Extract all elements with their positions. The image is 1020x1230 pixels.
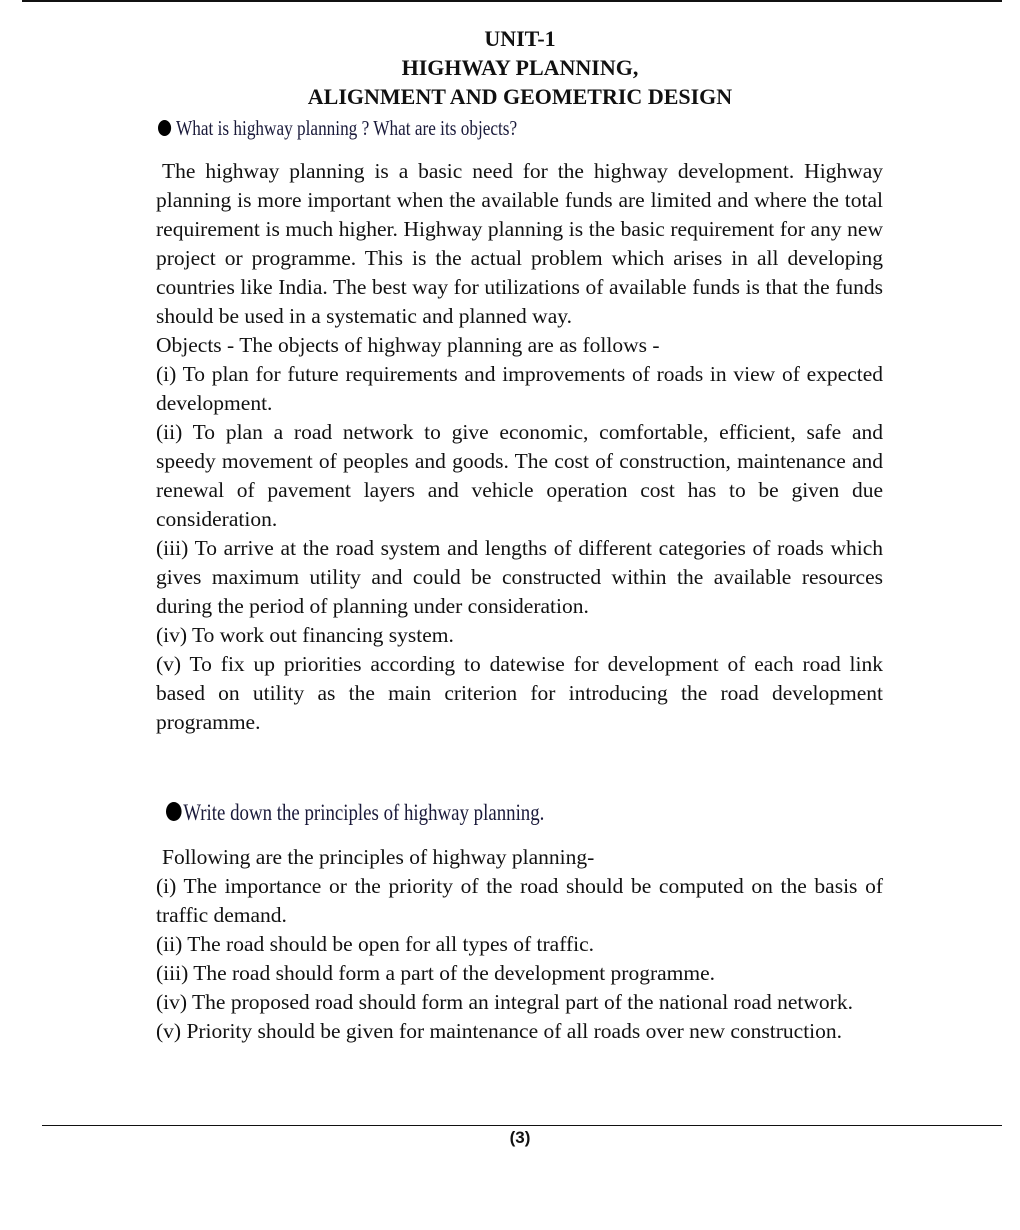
question-1-text: What is highway planning ? What are its objects? bbox=[176, 116, 518, 140]
question-2 bbox=[166, 800, 544, 826]
section-1-body bbox=[156, 157, 883, 737]
paragraph: (iii) To arrive at the road system and lengths of different categories of roads which gives maximum utility and could be constructed within the available resources during the period of planning under consideration. bbox=[156, 536, 883, 618]
paragraph: (ii) To plan a road network to give economic, comfortable, efficient, safe and speedy movement of peoples and goods. The cost of construction, maintenance and renewal of pavement layers and vehicle operation cost has to be given due consideration. bbox=[156, 420, 883, 531]
paragraph: Following are the principles of highway planning- bbox=[162, 845, 595, 869]
question-1 bbox=[158, 116, 517, 141]
page-number: (3) bbox=[509, 1128, 531, 1147]
bullet-icon bbox=[158, 120, 171, 136]
unit-heading: UNIT-1 bbox=[484, 26, 556, 51]
title-line-1: HIGHWAY PLANNING, bbox=[401, 55, 639, 80]
paragraph: (i) To plan for future requirements and improvements of roads in view of expected development. bbox=[156, 362, 883, 415]
paragraph: The highway planning is a basic need for the highway development. Highway planning is more important when the available funds are limited and where the total requirement is much higher. Highway planning is the basic requirement for any new project or programme. This is the actual problem which arises in all developing countries like India. The best way for utilizations of available funds is that the funds should be used in a systematic and planned way. bbox=[156, 159, 883, 328]
section-2-body bbox=[156, 843, 883, 1046]
page-title-block bbox=[0, 24, 1020, 111]
footer-rule bbox=[42, 1125, 1002, 1126]
title-line-2: ALIGNMENT AND GEOMETRIC DESIGN bbox=[307, 84, 733, 109]
paragraph: (v) To fix up priorities according to datewise for development of each road link based on utility as the main criterion for introducing the road development programme. bbox=[156, 652, 883, 734]
paragraph: (ii) The road should be open for all types of traffic. bbox=[156, 932, 595, 956]
paragraph: (iv) To work out financing system. bbox=[156, 623, 454, 647]
paragraph: (i) The importance or the priority of the road should be computed on the basis of traffic demand. bbox=[156, 874, 883, 927]
paragraph: (v) Priority should be given for maintenance of all roads over new construction. bbox=[156, 1019, 843, 1043]
top-rule bbox=[22, 0, 1002, 2]
paragraph: (iii) The road should form a part of the development programme. bbox=[156, 961, 716, 985]
paragraph: (iv) The proposed road should form an integral part of the national road network. bbox=[156, 990, 853, 1014]
question-2-text: Write down the principles of highway planning. bbox=[183, 800, 545, 825]
paragraph: Objects - The objects of highway planning are as follows - bbox=[156, 333, 660, 357]
bullet-icon bbox=[166, 802, 182, 821]
